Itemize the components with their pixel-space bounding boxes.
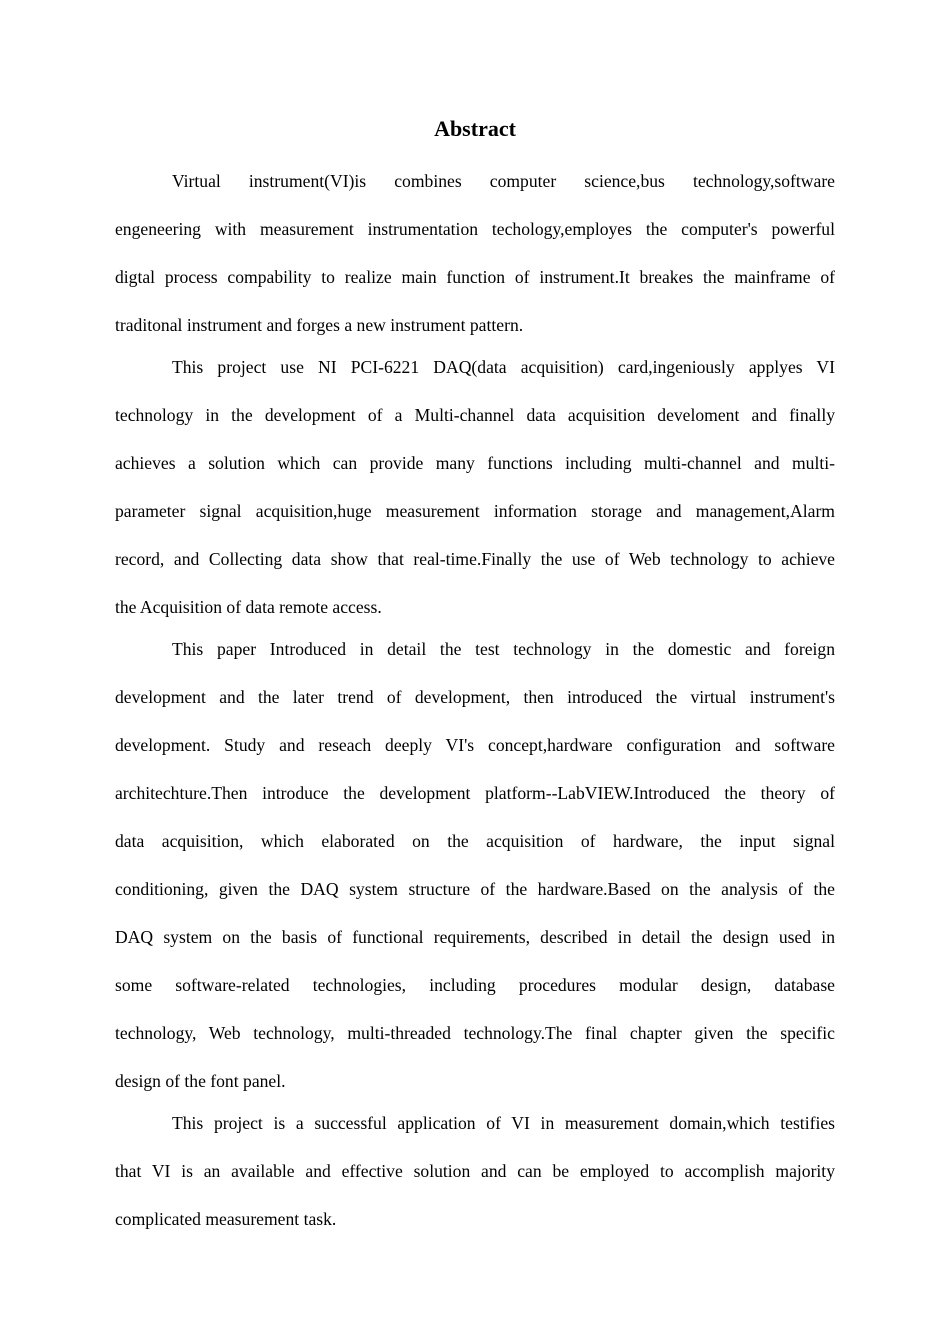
- paragraph-line: conditioning, given the DAQ system structure of the hardware.Based on the analysis of the: [115, 879, 835, 899]
- paragraph-line: development. Study and reseach deeply VI's concept,hardware configuration and software: [115, 735, 835, 755]
- abstract-body: [115, 157, 835, 1237]
- paragraph-4: [115, 1099, 835, 1243]
- paragraph-line: Virtual instrument(VI)is combines computer science,bus technology,software: [172, 171, 835, 191]
- paragraph-3: [115, 625, 835, 1105]
- paragraph-line: that VI is an available and effective solution and can be employed to accomplish majority: [115, 1161, 835, 1181]
- paragraph-2: [115, 343, 835, 631]
- paragraph-line: technology in the development of a Multi-channel data acquisition develoment and finally: [115, 405, 835, 425]
- paragraph-line: digtal process compability to realize main function of instrument.It breakes the mainframe of: [115, 267, 835, 287]
- paragraph-line: achieves a solution which can provide many functions including multi-channel and multi-: [115, 453, 835, 473]
- paragraph-1: [115, 157, 835, 349]
- paragraph-line: data acquisition, which elaborated on the acquisition of hardware, the input signal: [115, 831, 835, 851]
- paragraph-line: engeneering with measurement instrumentation techology,employes the computer's powerful: [115, 219, 835, 239]
- paragraph-line: record, and Collecting data show that real-time.Finally the use of Web technology to achieve: [115, 549, 835, 569]
- paragraph-line: design of the font panel.: [115, 1071, 286, 1091]
- abstract-title: Abstract: [434, 116, 516, 141]
- paragraph-line: the Acquisition of data remote access.: [115, 597, 382, 617]
- paragraph-line: complicated measurement task.: [115, 1209, 337, 1229]
- paragraph-line: architechture.Then introduce the development platform--LabVIEW.Introduced the theory of: [115, 783, 835, 803]
- paragraph-line: traditonal instrument and forges a new instrument pattern.: [115, 315, 524, 335]
- paragraph-line: DAQ system on the basis of functional requirements, described in detail the design used in: [115, 927, 835, 947]
- paragraph-line: This project is a successful application of VI in measurement domain,which testifies: [172, 1113, 835, 1133]
- paragraph-line: parameter signal acquisition,huge measurement information storage and management,Alarm: [115, 501, 835, 521]
- paragraph-line: some software-related technologies, including procedures modular design, database: [115, 975, 835, 995]
- paragraph-line: This project use NI PCI-6221 DAQ(data acquisition) card,ingeniously applyes VI: [172, 357, 835, 377]
- paragraph-line: technology, Web technology, multi-threaded technology.The final chapter given the specific: [115, 1023, 835, 1043]
- paragraph-line: This paper Introduced in detail the test technology in the domestic and foreign: [172, 639, 835, 659]
- paragraph-line: development and the later trend of development, then introduced the virtual instrument's: [115, 687, 835, 707]
